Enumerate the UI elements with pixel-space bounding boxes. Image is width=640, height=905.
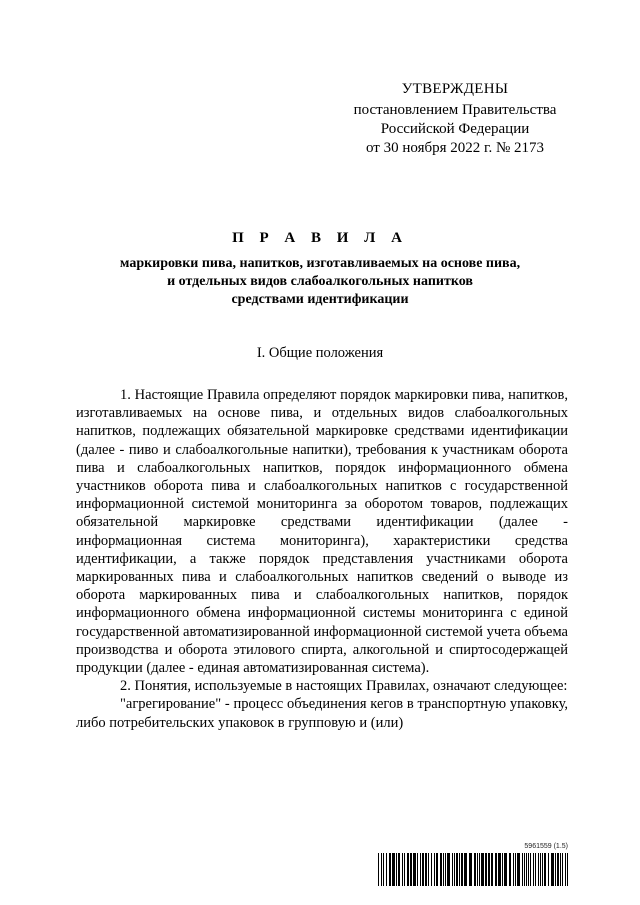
- barcode-icon: [378, 853, 568, 886]
- title-subtitle-line-3: средствами идентификации: [231, 292, 409, 307]
- approval-line-3: от 30 ноября 2022 г. № 2173: [365, 140, 545, 156]
- document-title: [60, 230, 580, 309]
- approval-heading: УТВЕРЖДЕНЫ: [401, 81, 509, 97]
- barcode-block: [378, 843, 568, 888]
- approval-block: [330, 80, 580, 158]
- paragraph-1: 1. Настоящие Правила определяют порядок маркировки пива, напитков, изготавливаемых на основе пива, и отдельных видов слабоалкогольных напитков, подлежащих обязательной маркировке средствами идентификации (далее - пиво и слабоалкогольные напитки), требования к участникам оборота пива и слабоалкогольных напитков, порядок информационного обмена участников оборота пива и слабоалкогольных напитков с государственной информационной системой мониторинга за оборотом товаров, подлежащих обязательной маркировке средствами идентификации (далее - информационная система мониторинга), характеристики средства идентификации, а также порядок представления участниками оборота маркированных пива и слабоалкогольных напитков сведений о выводе из оборота маркированных пива и слабоалкогольных напитков, порядок информационного обмена информационной системы мониторинга с единой государственной автоматизированной информационной системой учета объема производства и оборота этилового спирта, алкогольной и спиртосодержащей продукции (далее - единая автоматизированная система).: [76, 387, 568, 677]
- barcode-id: 5961559 (1.5): [524, 843, 568, 850]
- paragraph-3: "агрегирование" - процесс объединения кегов в транспортную упаковку, либо потребительских упаковок в групповую и (или): [76, 696, 568, 731]
- title-subtitle-line-2: и отдельных видов слабоалкогольных напитков: [167, 274, 473, 289]
- title-word: П Р А В И Л А: [232, 230, 408, 246]
- body-text: [76, 386, 568, 732]
- section-heading: I. Общие положения: [256, 345, 384, 361]
- paragraph-2: 2. Понятия, используемые в настоящих Правилах, означают следующее:: [120, 678, 568, 695]
- approval-line-1: постановлением Правительства: [353, 102, 557, 118]
- title-subtitle-line-1: маркировки пива, напитков, изготавливаемых на основе пива,: [119, 256, 521, 271]
- approval-line-2: Российской Федерации: [380, 121, 530, 137]
